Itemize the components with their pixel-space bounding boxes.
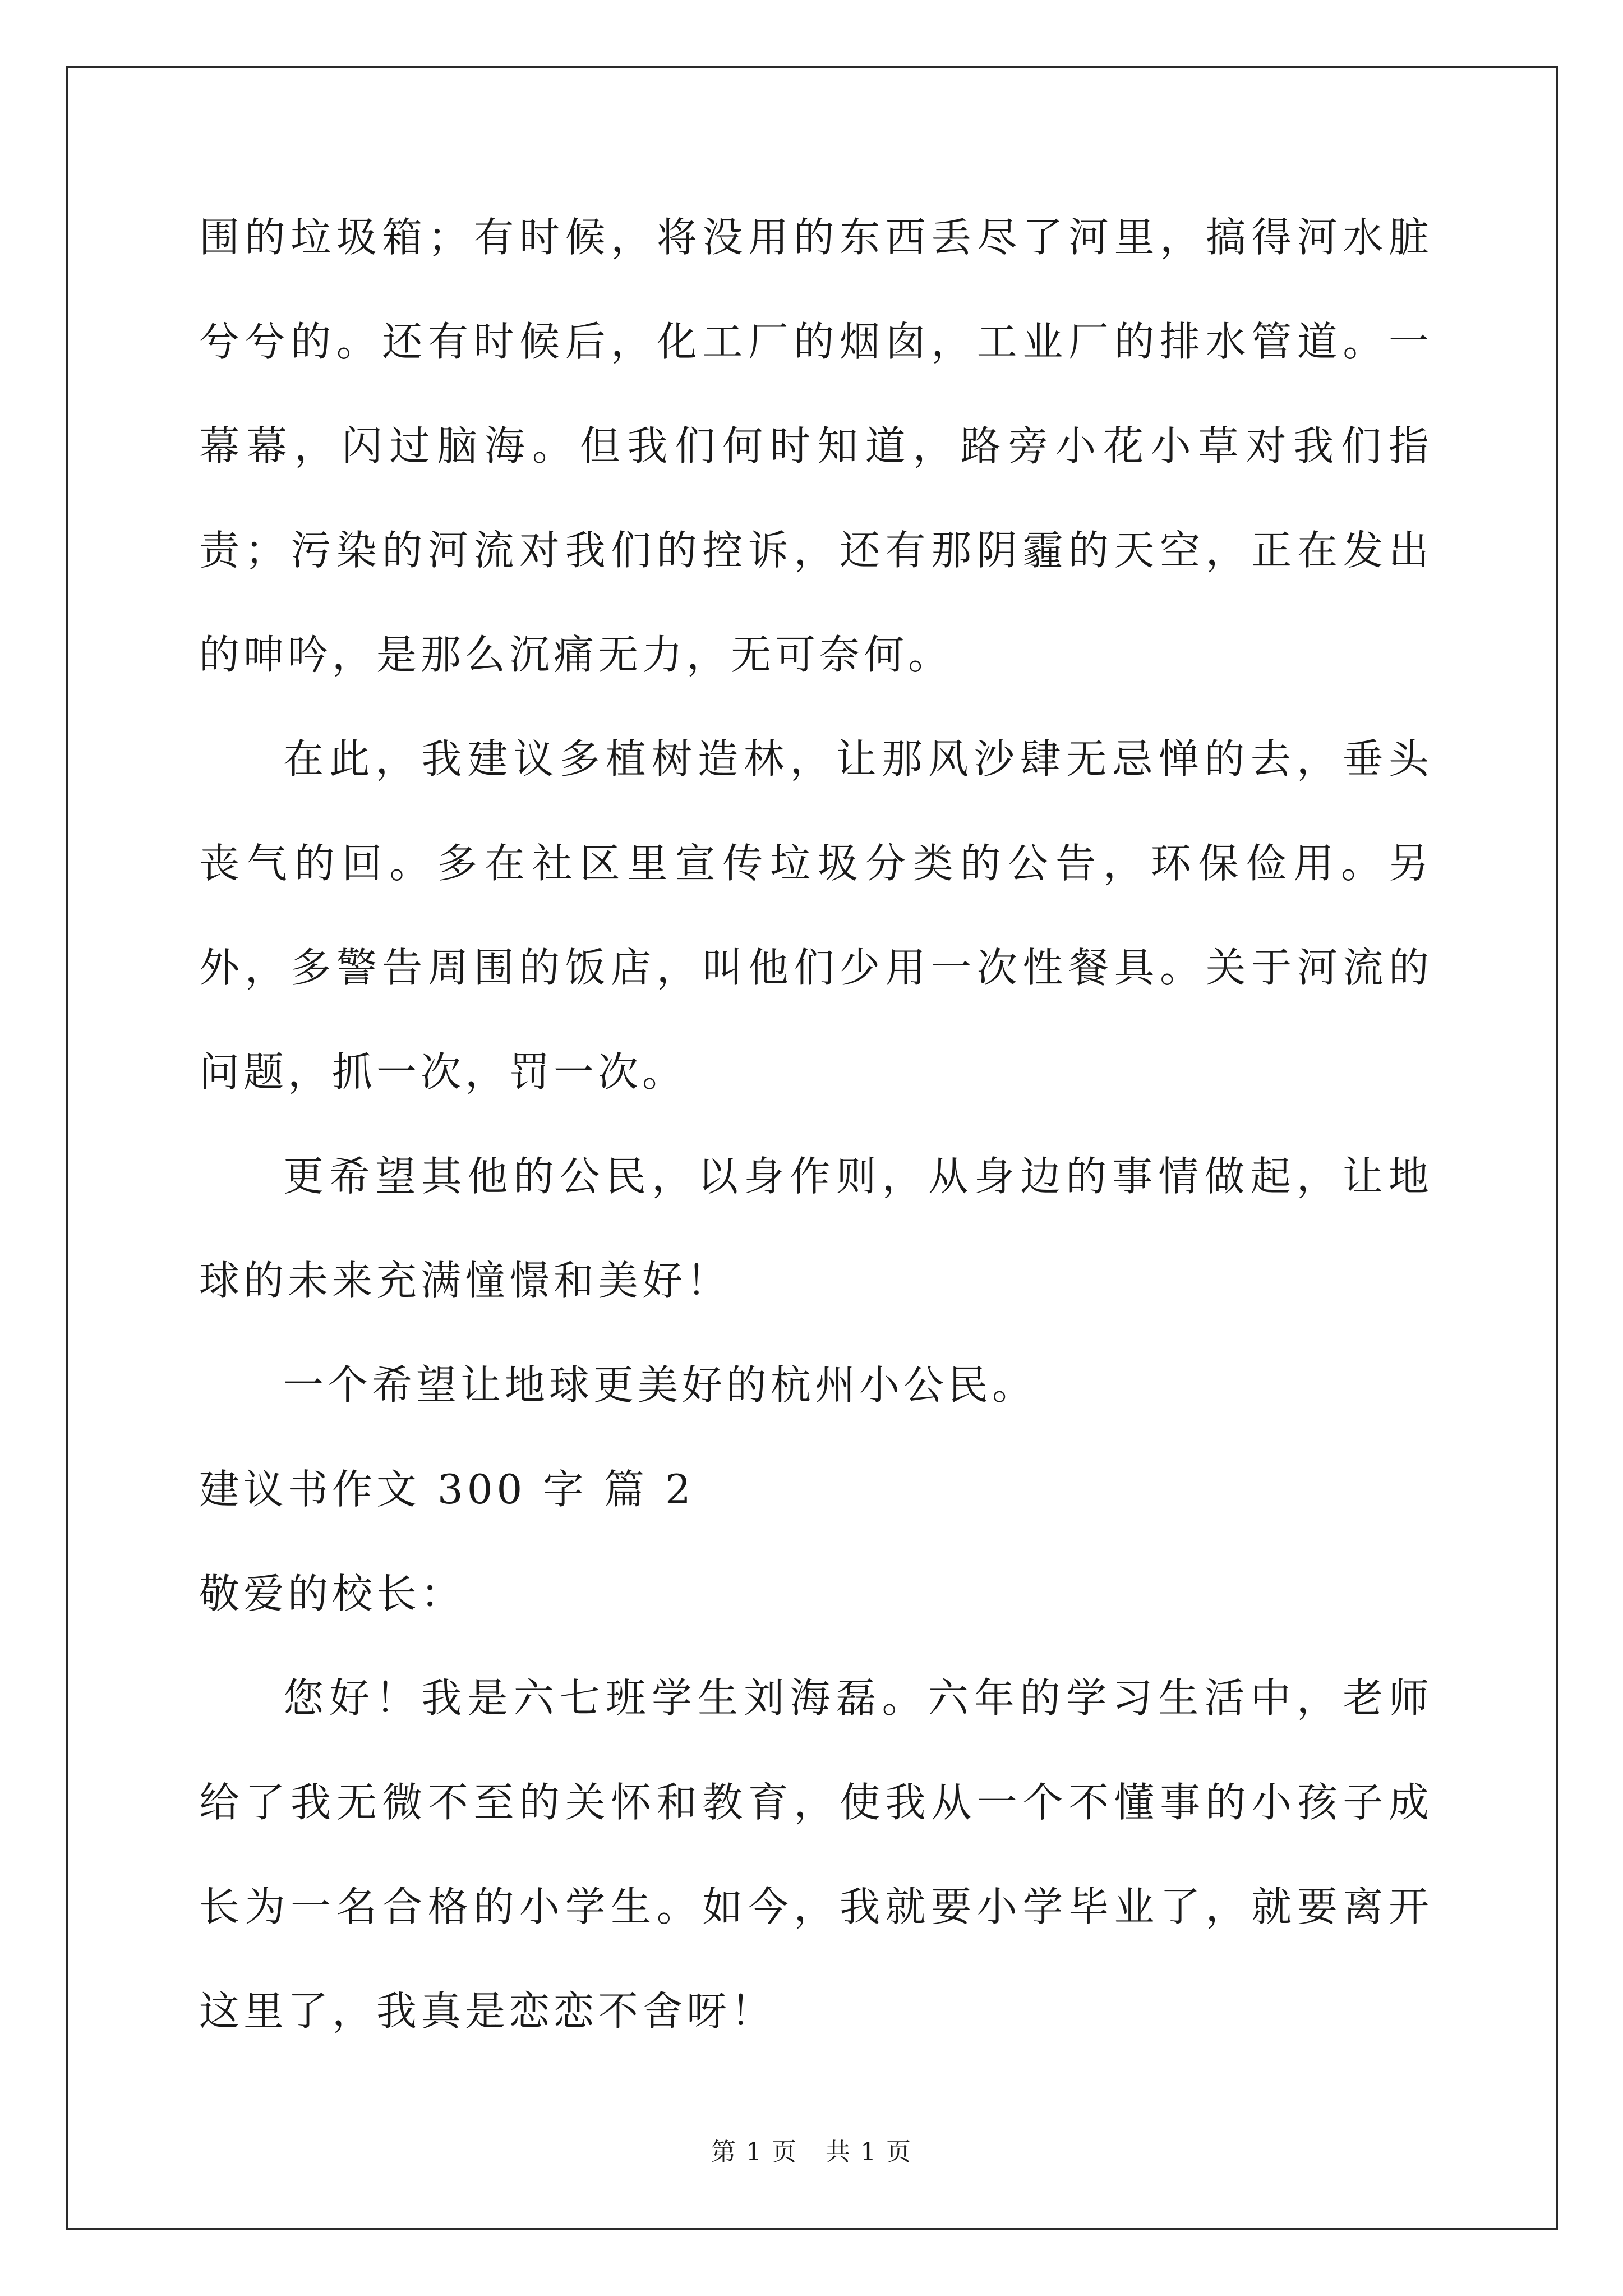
- section-title: 建议书作文 300 字 篇 2: [199, 1466, 695, 1513]
- paragraph-hope: 更希望其他的公民，以身作则，从身边的事情做起，让地球的未来充满憧憬和美好！: [199, 1153, 1433, 1304]
- page-number-current: 第 1 页: [711, 2138, 797, 2166]
- page-footer: [0, 2132, 1623, 2168]
- paragraph-suggestion: 在此，我建议多植树造林，让那风沙肆无忌惮的去，垂头丧气的回。多在社区里宣传垃圾分类的公告，环保俭用。另外，多警告周围的饭店，叫他们少用一次性餐具。关于河流的问题，抓一次，罚一次。: [199, 735, 1433, 1096]
- letter-paragraph: 您好！我是六七班学生刘海磊。六年的学习生活中，老师给了我无微不至的关怀和教育，使我从一个不懂事的小孩子成长为一名合格的小学生。如今，我就要小学毕业了，就要离开这里了，我真是恋恋不舍呀！: [199, 1674, 1433, 2035]
- page-number-total: 共 1 页: [826, 2138, 912, 2166]
- paragraph-continued: 围的垃圾箱；有时候，将没用的东西丢尽了河里，搞得河水脏兮兮的。还有时候后，化工厂的烟囱，工业厂的排水管道。一幕幕，闪过脑海。但我们何时知道，路旁小花小草对我们指责；污染的河流对我们的控诉，还有那阴霾的天空，正在发出的呻吟，是那么沉痛无力，无可奈何。: [199, 214, 1433, 678]
- document-body: [199, 185, 1433, 2063]
- letter-greeting: 敬爱的校长：: [199, 1570, 465, 1617]
- paragraph-signature: 一个希望让地球更美好的杭州小公民。: [283, 1361, 1037, 1409]
